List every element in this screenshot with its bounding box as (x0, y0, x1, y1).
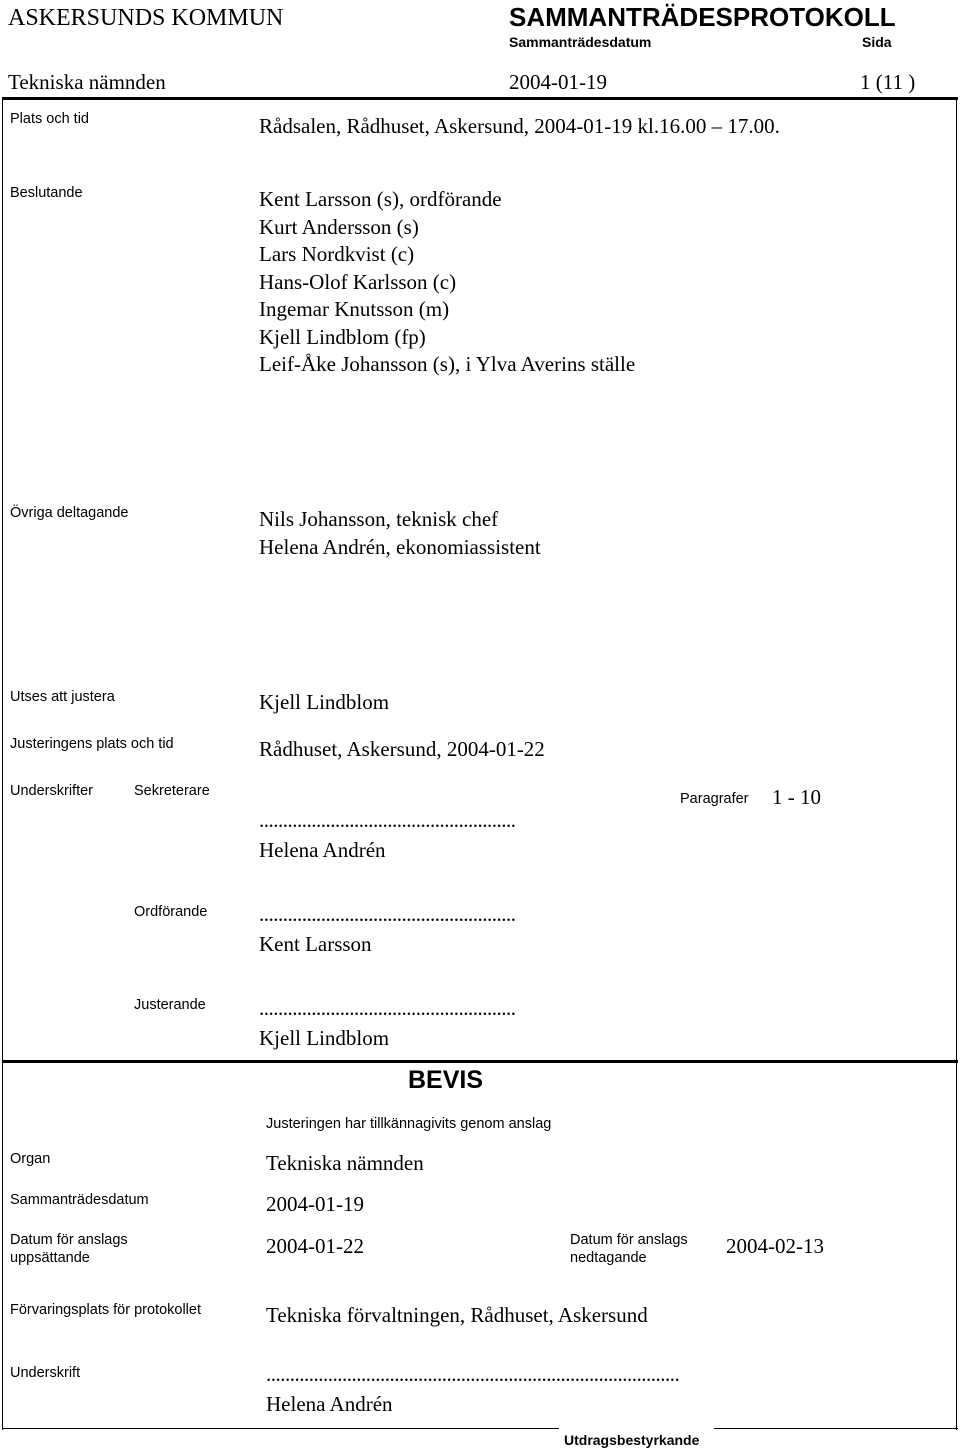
meeting-date-value: 2004-01-19 (266, 1192, 364, 1216)
header-date-label: Sammanträdesdatum (509, 34, 652, 50)
posted-date-label (10, 1231, 128, 1267)
deciding-member: Lars Nordkvist (c) (259, 242, 415, 266)
frame-left-border (2, 97, 3, 1430)
deciding-member: Kurt Andersson (s) (259, 214, 419, 239)
frame-right-border (956, 97, 957, 1430)
others-label: Övriga deltagande (10, 505, 129, 521)
deciding-member: Kent Larsson (s), ordförande (259, 187, 502, 211)
final-signature-name: Helena Andrén (266, 1392, 393, 1416)
meeting-date: 2004-01-19 (509, 70, 607, 94)
signature-label: Underskrift (10, 1365, 81, 1381)
removed-date-label-line: nedtagande (570, 1250, 647, 1266)
municipality-name: ASKERSUNDS KOMMUN (8, 5, 284, 31)
adjuster-signature-line: ...................................................... (259, 996, 516, 1020)
chair-name: Kent Larsson (259, 932, 372, 956)
frame-bottom-right-rule (714, 1428, 958, 1429)
deciding-label: Beslutande (10, 185, 83, 201)
header-page-label: Sida (862, 34, 892, 50)
page-number: 1 (11 ) (860, 70, 916, 94)
adjuster-appointed-label: Utses att justera (10, 689, 115, 705)
other-participant: Nils Johansson, teknisk chef (259, 507, 499, 531)
chair-signature-line: ...................................................... (259, 902, 516, 926)
storage-label: Förvaringsplats för protokollet (10, 1302, 201, 1318)
certified-extract-label: Utdragsbestyrkande (564, 1432, 700, 1448)
frame-bottom-left-rule (2, 1428, 559, 1429)
final-signature-line: ....................................................................................... (266, 1362, 680, 1386)
secretary-signature-line: ...................................................... (259, 808, 516, 832)
removed-date-label (570, 1231, 688, 1267)
deciding-members-list (259, 186, 635, 379)
adjuster-label: Justerande (134, 997, 206, 1013)
bevis-title: BEVIS (408, 1066, 484, 1094)
adjustment-place-value: Rådhuset, Askersund, 2004-01-22 (259, 737, 545, 761)
signatures-label: Underskrifter (10, 783, 93, 799)
bevis-top-rule (2, 1060, 958, 1063)
secretary-label: Sekreterare (134, 783, 210, 799)
deciding-member: Hans-Olof Karlsson (c) (259, 269, 457, 294)
deciding-member: Ingemar Knutsson (m) (259, 297, 450, 321)
chair-label: Ordförande (134, 904, 208, 920)
committee-name: Tekniska nämnden (8, 70, 166, 94)
posted-date-label-line: Datum för anslags (10, 1232, 128, 1248)
header-rule (2, 97, 958, 100)
storage-value: Tekniska förvaltningen, Rådhuset, Askersund (266, 1303, 648, 1327)
posted-date-value: 2004-01-22 (266, 1234, 364, 1258)
place-value: Rådsalen, Rådhuset, Askersund, 2004-01-19 kl.16.00 – 17.00. (259, 114, 780, 138)
removed-date-label-line: Datum för anslags (570, 1232, 688, 1248)
deciding-member: Leif-Åke Johansson (s), i Ylva Averins ställe (259, 352, 636, 376)
posted-date-label-line: uppsättande (10, 1250, 90, 1266)
other-participant: Helena Andrén, ekonomiassistent (259, 534, 541, 559)
removed-date-value: 2004-02-13 (726, 1234, 824, 1258)
paragraphs-value: 1 - 10 (772, 785, 821, 809)
adjuster-appointed-value: Kjell Lindblom (259, 690, 390, 714)
meeting-date-label: Sammanträdesdatum (10, 1192, 149, 1208)
paragraphs-label: Paragrafer (680, 791, 749, 807)
organ-value: Tekniska nämnden (266, 1151, 424, 1175)
others-members-list (259, 506, 541, 561)
deciding-member: Kjell Lindblom (fp) (259, 324, 426, 349)
secretary-name: Helena Andrén (259, 838, 386, 862)
place-label: Plats och tid (10, 111, 89, 127)
bevis-subtitle: Justeringen har tillkännagivits genom anslag (266, 1116, 552, 1132)
document-title: SAMMANTRÄDESPROTOKOLL (509, 2, 896, 32)
organ-label: Organ (10, 1151, 51, 1167)
adjuster-name: Kjell Lindblom (259, 1026, 390, 1050)
adjustment-place-label: Justeringens plats och tid (10, 736, 174, 752)
